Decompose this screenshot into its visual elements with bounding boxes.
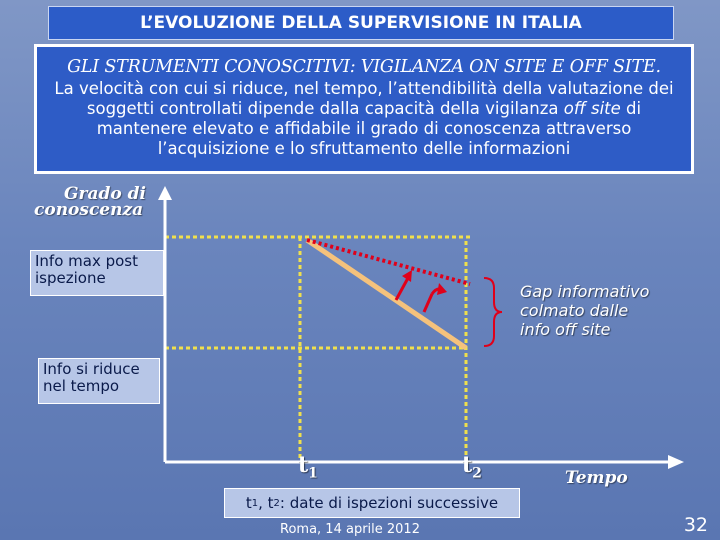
gap-label xyxy=(520,282,680,339)
y-axis-label-line2: conoscenza xyxy=(34,200,144,220)
y-axis-arrow xyxy=(158,186,172,200)
note-info-max-line1: Info max post xyxy=(35,252,139,270)
gap-label-line3: info off site xyxy=(520,320,611,339)
tick-t1 xyxy=(298,452,318,481)
y-axis-label-line1: Grado di xyxy=(64,184,146,204)
note-info-reduce-line1: Info si riduce xyxy=(43,360,140,378)
dates-caption-b: , t xyxy=(258,494,274,512)
info-subtitle: GLI STRUMENTI CONOSCITIVI: VIGILANZA ON SITE E OFF SITE. xyxy=(67,57,661,77)
info-body-italic: off site xyxy=(563,99,621,118)
y-axis-label xyxy=(34,184,146,220)
x-axis-arrow xyxy=(668,455,684,469)
gap-label-line1: Gap informativo xyxy=(520,282,650,301)
dates-caption-b-sub: 2 xyxy=(273,497,280,509)
note-info-max xyxy=(30,250,164,296)
knowledge-decline-line xyxy=(307,240,466,348)
page-number: 32 xyxy=(683,514,708,536)
info-body-part1: La velocità con cui si riduce, nel tempo, l’attendibilità della valutazione dei soggetti controllati dipende dalla capacità della vigilanza xyxy=(54,79,674,118)
gap-label-line2: colmato dalle xyxy=(520,301,629,320)
note-info-reduce xyxy=(38,358,160,404)
red-arrow-2 xyxy=(424,283,447,312)
gap-brace xyxy=(484,278,502,346)
dates-caption-c: : date di ispezioni successive xyxy=(279,494,499,512)
x-axis-label: Tempo xyxy=(565,468,628,488)
dates-caption-a-sub: 1 xyxy=(251,497,259,509)
tick-t2-sub: 2 xyxy=(472,465,482,482)
red-arrow-1 xyxy=(396,270,412,300)
tick-t1-sub: 1 xyxy=(308,465,318,482)
note-info-reduce-line2: nel tempo xyxy=(43,377,120,395)
tick-t1-main: t xyxy=(298,452,309,478)
tick-t2-main: t xyxy=(462,452,473,478)
slide-title: L’EVOLUZIONE DELLA SUPERVISIONE IN ITALIA xyxy=(48,6,674,40)
dates-caption xyxy=(224,488,520,518)
offsite-dotted-line xyxy=(307,240,470,284)
footer-date: Roma, 14 aprile 2012 xyxy=(280,522,420,537)
note-info-max-line2: ispezione xyxy=(35,269,106,287)
dates-caption-a: t xyxy=(245,494,252,512)
tick-t2 xyxy=(462,452,482,481)
info-body-part2: di mantenere elevato e affidabile il grado di conoscenza attraverso l’acquisizione e lo sfruttamento delle informazioni xyxy=(96,99,642,158)
